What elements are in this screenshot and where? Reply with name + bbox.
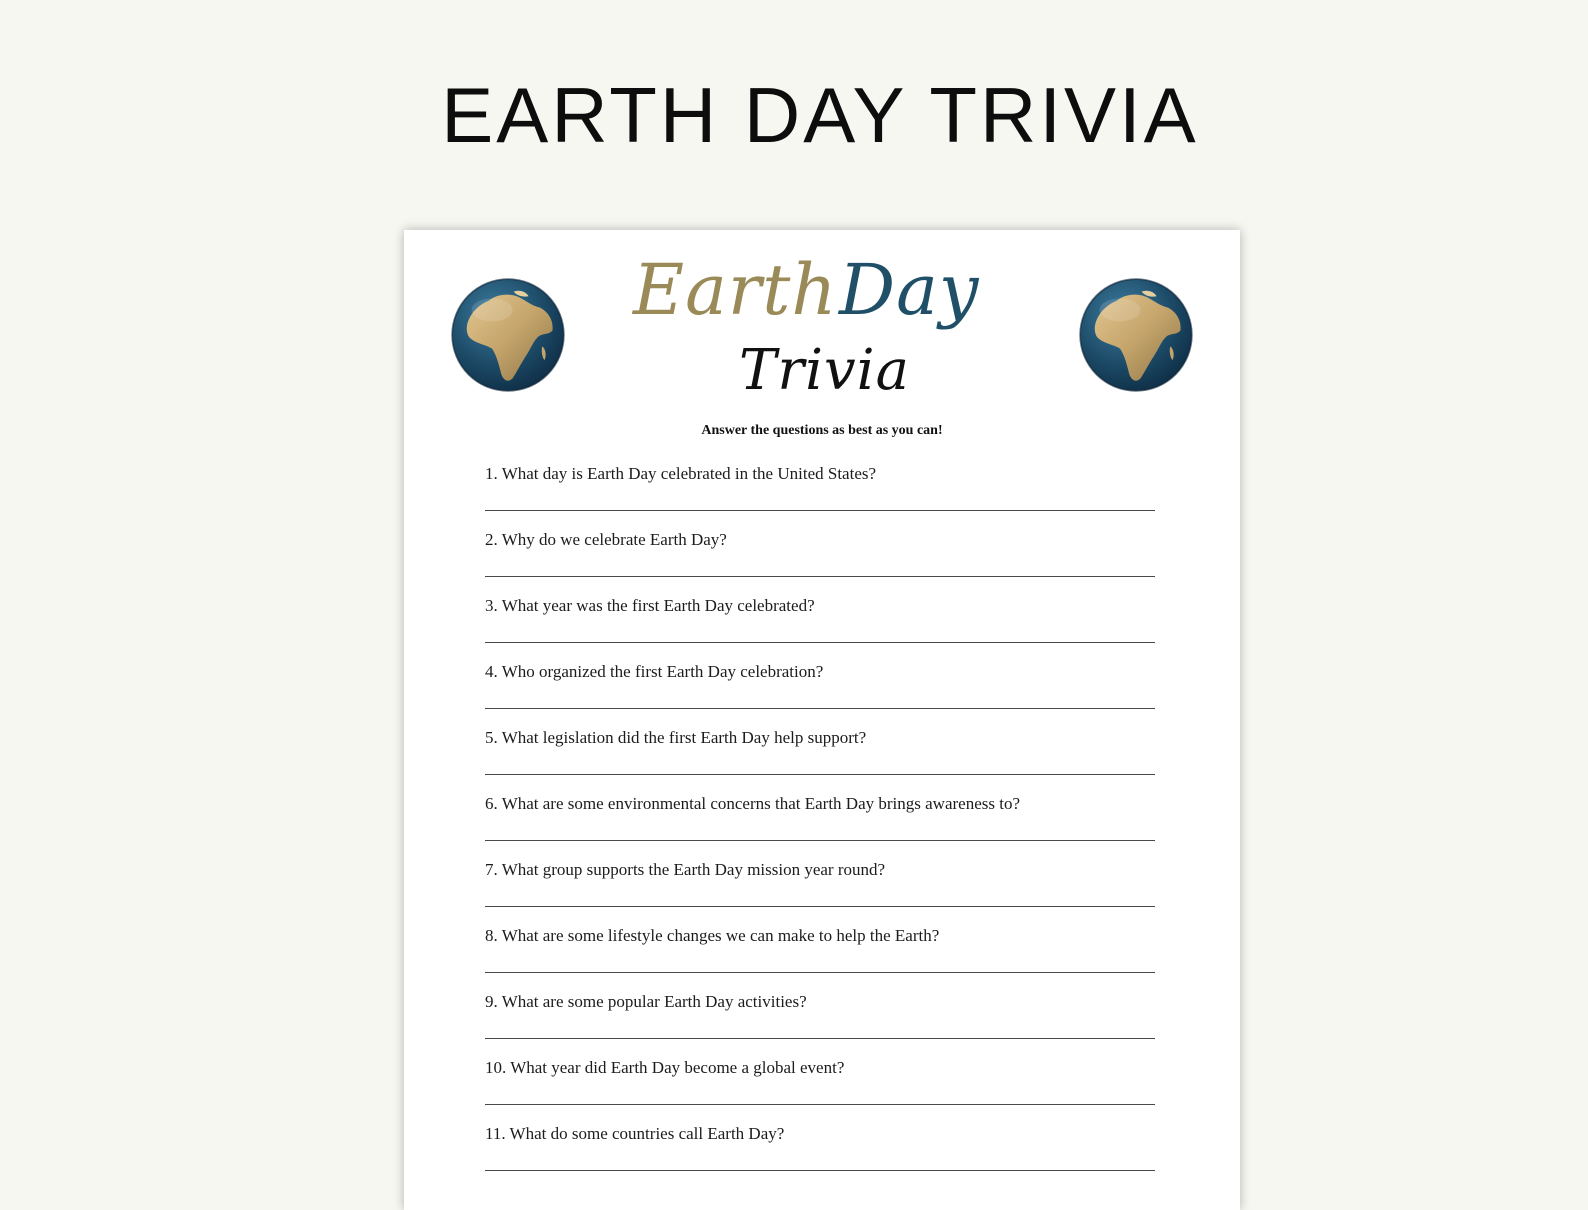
answer-line[interactable] xyxy=(485,840,1155,841)
question-item xyxy=(485,724,1155,790)
question-item xyxy=(485,658,1155,724)
trivia-worksheet xyxy=(404,230,1240,1210)
question-text: 9. What are some popular Earth Day activities? xyxy=(485,992,807,1011)
question-item xyxy=(485,790,1155,856)
answer-line[interactable] xyxy=(485,906,1155,907)
instructions: Answer the questions as best as you can! xyxy=(701,423,943,438)
answer-line[interactable] xyxy=(485,1170,1155,1171)
question-list xyxy=(485,460,1155,1186)
question-text: 4. Who organized the first Earth Day celebration? xyxy=(485,662,824,681)
title-trivia: Trivia xyxy=(739,338,910,403)
question-text: 5. What legislation did the first Earth Day help support? xyxy=(485,728,867,747)
question-text: 11. What do some countries call Earth Day? xyxy=(485,1124,785,1143)
page-heading: EARTH DAY TRIVIA xyxy=(441,71,1199,159)
question-item xyxy=(485,856,1155,922)
answer-line[interactable] xyxy=(485,1104,1155,1105)
question-item xyxy=(485,460,1155,526)
question-item xyxy=(485,922,1155,988)
question-item xyxy=(485,1054,1155,1120)
question-text: 6. What are some environmental concerns that Earth Day brings awareness to? xyxy=(485,794,1020,813)
question-text: 10. What year did Earth Day become a global event? xyxy=(485,1058,845,1077)
title-day: Day xyxy=(839,249,980,331)
answer-line[interactable] xyxy=(485,510,1155,511)
answer-line[interactable] xyxy=(485,972,1155,973)
answer-line[interactable] xyxy=(485,708,1155,709)
question-text: 1. What day is Earth Day celebrated in the United States? xyxy=(485,464,877,483)
answer-line[interactable] xyxy=(485,576,1155,577)
question-item xyxy=(485,1120,1155,1186)
question-text: 3. What year was the first Earth Day celebrated? xyxy=(485,596,815,615)
worksheet-title xyxy=(594,249,1044,425)
question-item xyxy=(485,526,1155,592)
title-earth: Earth xyxy=(633,249,838,331)
question-text: 2. Why do we celebrate Earth Day? xyxy=(485,530,727,549)
answer-line[interactable] xyxy=(485,774,1155,775)
question-item xyxy=(485,592,1155,658)
globe-icon xyxy=(1079,278,1193,392)
question-item xyxy=(485,988,1155,1054)
answer-line[interactable] xyxy=(485,1038,1155,1039)
answer-line[interactable] xyxy=(485,642,1155,643)
globe-icon xyxy=(451,278,565,392)
question-text: 8. What are some lifestyle changes we can make to help the Earth? xyxy=(485,926,940,945)
question-text: 7. What group supports the Earth Day mission year round? xyxy=(485,860,886,879)
